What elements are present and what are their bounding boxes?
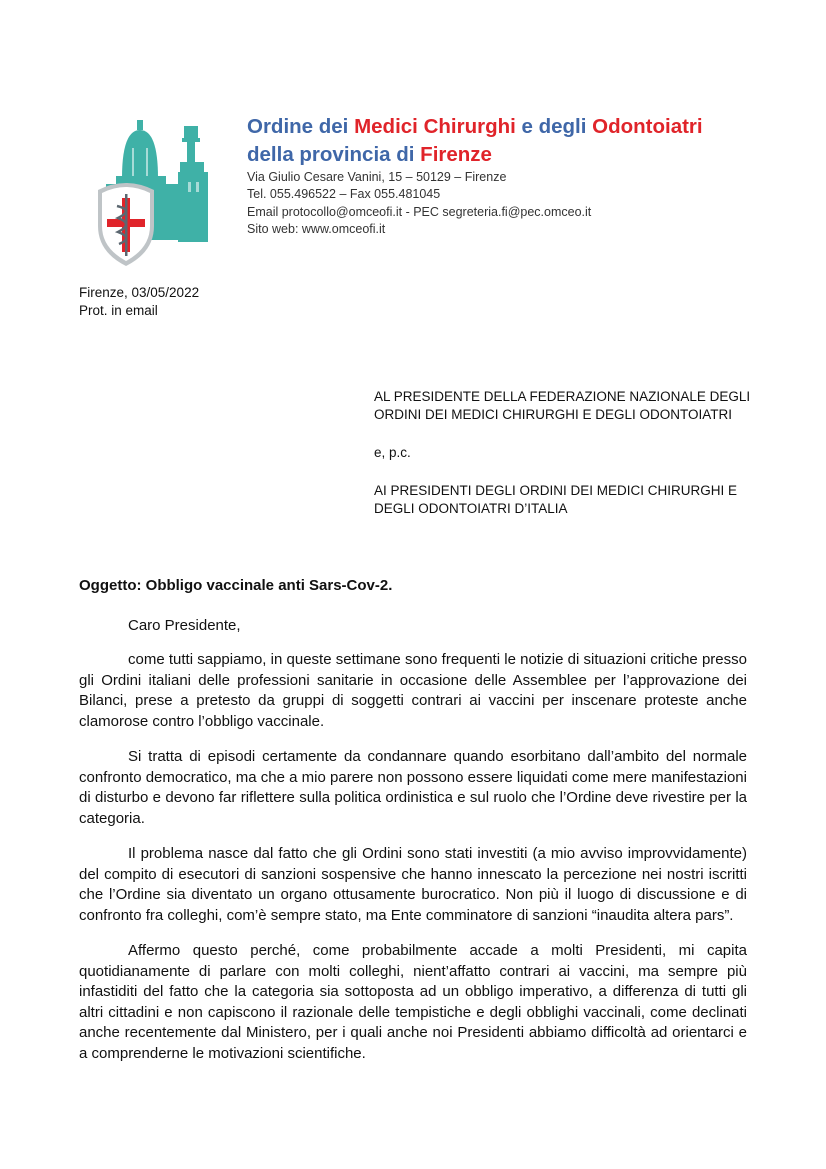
province-name: Firenze xyxy=(420,143,492,166)
recipient-cc: AI PRESIDENTI DEGLI ORDINI DEI MEDICI CHIRURGHI E DEGLI ODONTOIATRI D’ITALIA xyxy=(374,483,738,516)
org-name-part: Medici Chirurghi xyxy=(354,115,516,138)
letter-body xyxy=(79,650,747,1079)
body-paragraph: come tutti sappiamo, in queste settimane sono frequenti le notizie di situazioni critiche presso gli Ordini italiani delle professioni sanitarie in occasione delle Assemblee per l’approvazione dei Bilanci, prese a pretesto da gruppi di soggetti contrari ai vaccini per inscenare proteste anche clamorose contro l’obbligo vaccinale. xyxy=(79,651,747,730)
protocol-note: Prot. in email xyxy=(79,303,158,318)
cc-label: e, p.c. xyxy=(374,445,411,460)
recipient-primary: AL PRESIDENTE DELLA FEDERAZIONE NAZIONALE DEGLI ORDINI DEI MEDICI CHIRURGHI E DEGLI ODONTOIATRI xyxy=(374,389,751,422)
org-name-part: Odontoiatri xyxy=(592,115,703,138)
phone-fax: Tel. 055.496522 – Fax 055.481045 xyxy=(247,187,441,201)
body-paragraph: Affermo questo perché, come probabilmente accade a molti Presidenti, mi capita quotidianamente di parlare con molti colleghi, nient’affatto contrari ai vaccini, ma sempre più infastiditi del fatto che la categoria sia sottoposta ad un obbligo imperativo, a differenza di tutti gli altri cittadini e non capiscono il razionale delle tempistiche e degli obblighi vaccinali, come declinati anche recentemente dal Ministero, per i quali anche noi Presidenti abbiamo difficoltà ad orientarci e a comprenderne le motivazioni scientifiche. xyxy=(79,942,747,1062)
body-paragraph: Il problema nasce dal fatto che gli Ordini sono stati investiti (a mio avviso improvvidamente) del compito di esecutori di sanzioni sospensive che hanno innescato la percezione nei nostri iscritti che l’Ordine sia diventato un organo ottusamente burocratico. Non più il luogo di discussione e di confronto fra colleghi, com’è sempre stato, ma Ente comminatore di sanzioni “inaudita altera pars”. xyxy=(79,845,747,924)
website: Sito web: www.omceofi.it xyxy=(247,222,386,236)
province-label: della provincia di xyxy=(247,143,421,166)
letter-date: Firenze, 03/05/2022 xyxy=(79,285,200,300)
recipients-block xyxy=(374,388,754,518)
subject-line: Oggetto: Obbligo vaccinale anti Sars-Cov-2. xyxy=(79,577,393,594)
order-logo xyxy=(92,118,214,268)
org-name-line-2 xyxy=(247,142,492,168)
org-name-line-1 xyxy=(247,114,703,140)
org-name-part: Ordine dei xyxy=(247,115,355,138)
email-pec: Email protocollo@omceofi.it - PEC segreteria.fi@pec.omceo.it xyxy=(247,205,592,219)
org-name-part: e degli xyxy=(515,115,593,138)
body-paragraph: Si tratta di episodi certamente da condannare quando esorbitano dall’ambito del normale confronto democratico, ma che a mio parere non possono essere liquidati come mere manifestazioni di disturbo e devono far riflettere sulla politica ordinistica e sul ruolo che l’Ordine deve rivestire per la categoria. xyxy=(79,748,747,827)
address: Via Giulio Cesare Vanini, 15 – 50129 – Firenze xyxy=(247,170,507,184)
salutation: Caro Presidente, xyxy=(128,617,241,634)
